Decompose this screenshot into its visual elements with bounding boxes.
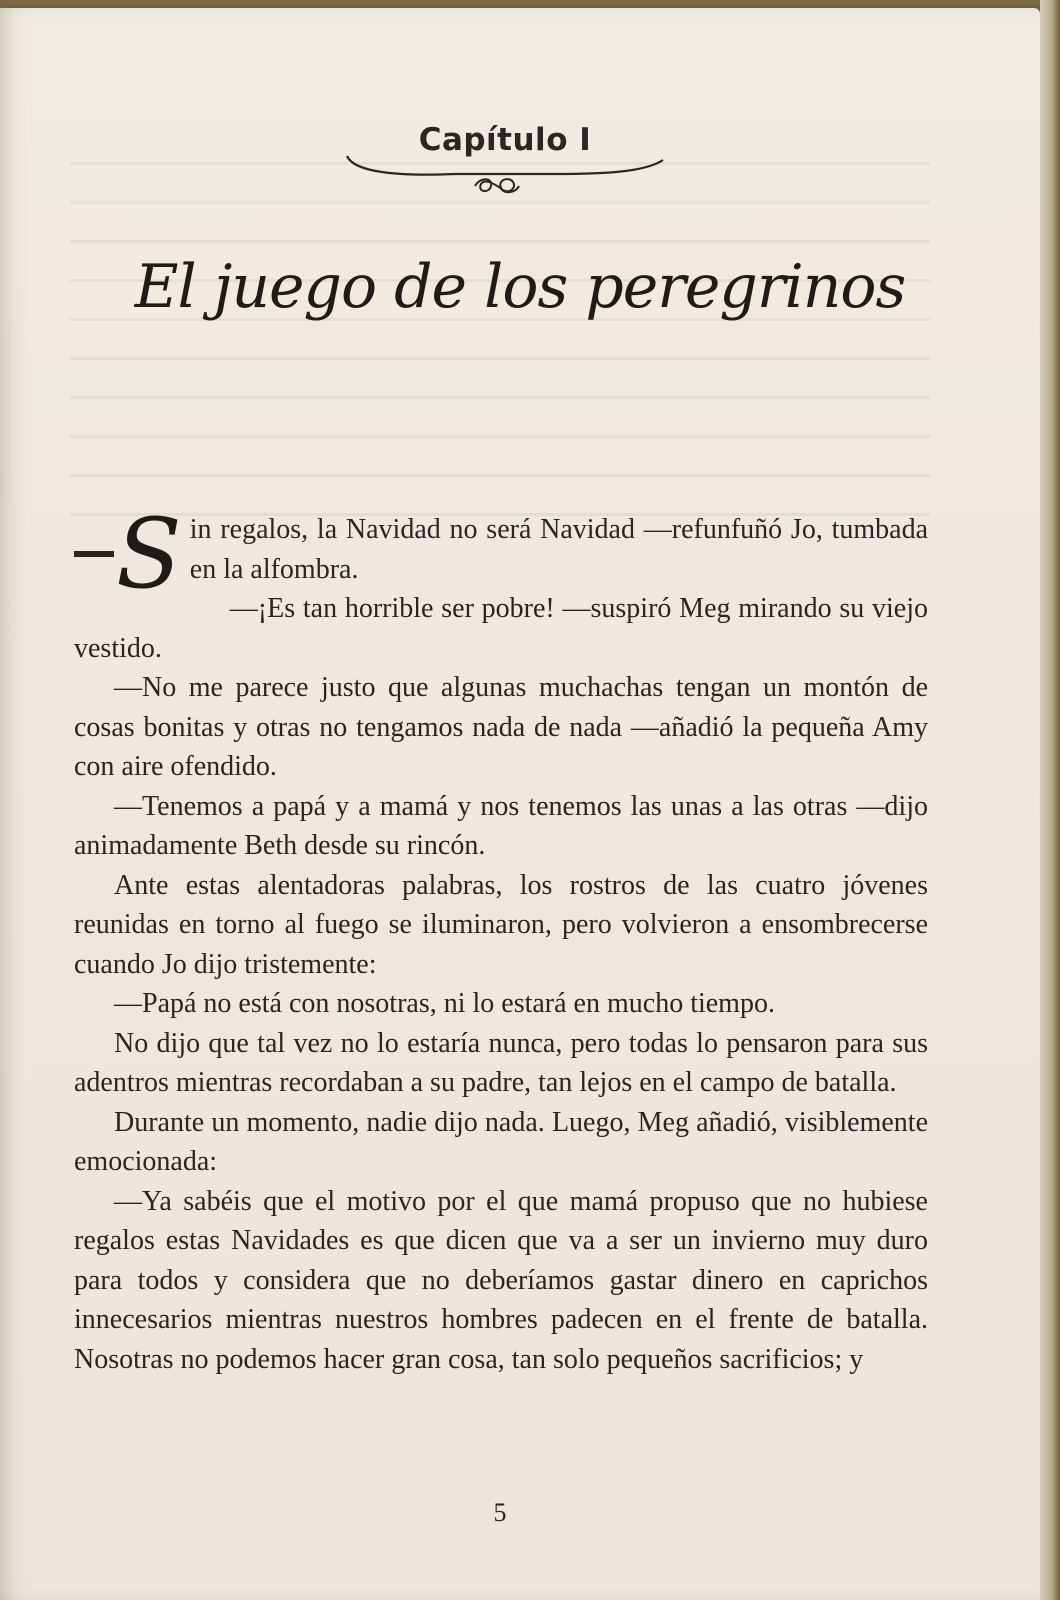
paragraph: —Ya sabéis que el motivo por el que mamá propuso que no hubiese regalos estas Navidades es que dicen que va a ser un invierno muy duro para todos y considera que no deberíamos gastar dinero en caprichos innecesarios mientras nuestros hombres padecen en el frente de batalla. Nosotras no podemos hacer gran cosa, tan solo pequeños sacrificios; y <box>74 1185 928 1375</box>
paragraph-text: in regalos, la Navidad no será Navidad —refunfuñó Jo, tumbada en la alfombra. <box>189 514 928 585</box>
paragraph <box>74 498 928 610</box>
paragraph: No dijo que tal vez no lo estaría nunca, pero todas lo pensaron para sus adentros mientras recordaban a su padre, tan lejos en el campo de batalla. <box>74 1027 928 1098</box>
paragraph: —Papá no está con nosotras, ni lo estará en mucho tiempo. <box>114 988 775 1019</box>
page-number: 5 <box>493 1498 507 1527</box>
chapter-title: El juego de los peregrinos <box>134 252 906 322</box>
paragraph: Durante un momento, nadie dijo nada. Luego, Meg añadió, visiblemente emocionada: <box>74 1106 928 1177</box>
chapter-label: Capítulo I <box>418 122 592 158</box>
body-text <box>74 498 928 1379</box>
paragraph: —¡Es tan horrible ser pobre! —suspiró Meg mirando su viejo vestido. <box>74 593 928 664</box>
drop-cap: S <box>74 514 182 594</box>
book-page <box>0 8 1040 1600</box>
paragraph: —No me parece justo que algunas muchachas tengan un montón de cosas bonitas y otras no tengamos nada de nada —añadió la pequeña Amy con aire ofendido. <box>74 672 928 782</box>
paragraph: —Tenemos a papá y a mamá y nos tenemos las unas a las otras —dijo animadamente Beth desde su rincón. <box>74 790 928 861</box>
page-edge <box>1040 0 1060 1600</box>
em-dash <box>74 551 114 557</box>
flourish-ornament-icon <box>345 152 665 202</box>
paragraph: Ante estas alentadoras palabras, los rostros de las cuatro jóvenes reunidas en torno al fuego se iluminaron, pero volvieron a ensombrecerse cuando Jo dijo tristemente: <box>74 869 928 980</box>
chapter-header <box>345 116 665 206</box>
